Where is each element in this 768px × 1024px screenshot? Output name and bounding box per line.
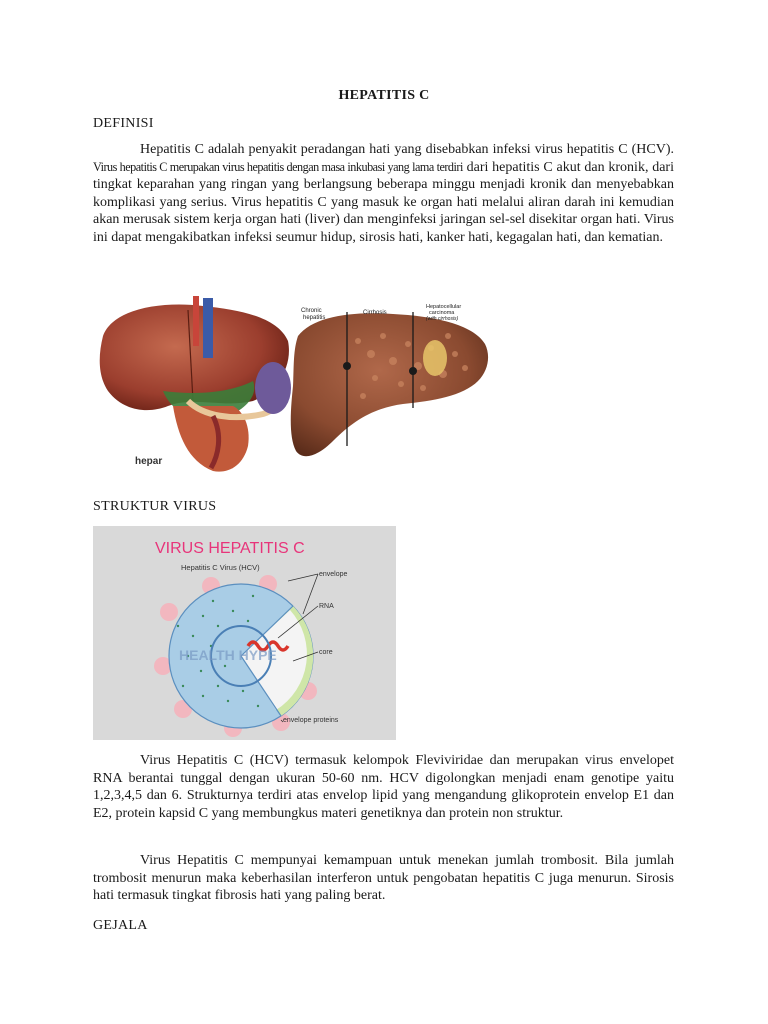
paragraph-struktur-2: Virus Hepatitis C mempunyai kemampuan untuk menekan jumlah trombosit. Bila jumlah trombosit menurun maka keberhasilan interferon untuk pengobatan hepatitis C juga menurun. Sirosis hati termasuk tingkat fibrosis hati yang paling berat. xyxy=(93,853,674,903)
normal-liver-illustration xyxy=(100,296,291,472)
diseased-liver-illustration xyxy=(291,304,488,456)
definisi-text-start: Hepatitis C adalah penyakit peradangan hati yang disebabkan infeksi virus hepatitis C (HCV). xyxy=(140,142,674,157)
heading-gejala: GEJALA xyxy=(93,918,148,933)
liver-figure xyxy=(93,296,493,476)
label-envelope: envelope xyxy=(319,571,348,578)
label-envelope-proteins: envelope proteins xyxy=(283,717,339,724)
paragraph-definisi xyxy=(93,141,674,246)
label-core: core xyxy=(319,649,333,656)
label-chronic-hepatitis-2: hepatitis xyxy=(303,315,326,321)
virus-watermark: HEALTH HYPE xyxy=(179,647,277,663)
label-chronic-hepatitis: Chronic xyxy=(301,308,322,314)
label-hcc-2: carcinoma xyxy=(429,310,455,316)
label-cirrhosis: Cirrhosis xyxy=(363,310,387,316)
heading-struktur-virus: STRUKTUR VIRUS xyxy=(93,499,217,514)
label-hcc: Hepatocellular xyxy=(426,304,462,310)
label-rna: RNA xyxy=(319,603,334,610)
paragraph-struktur-1: Virus Hepatitis C (HCV) termasuk kelompok Fleviviridae dan merupakan virus envelopet RNA berantai tunggal dengan ukuran 50-60 nm. HCV digolongkan menjadi enam genotipe yaitu 1,2,3,4,5 dan 6. Strukturnya terdiri atas envelop lipid yang mengandung glikoprotein envelop E1 dan E2, protein kapsid C yang membungkus materi genetiknya dan protein non struktur. xyxy=(93,753,674,821)
page-title: HEPATITIS C xyxy=(338,88,430,103)
label-hcc-3: (with cirrhosis) xyxy=(426,316,459,322)
heading-definisi: DEFINISI xyxy=(93,116,154,131)
virus-figure-title: VIRUS HEPATITIS C xyxy=(155,540,305,557)
virus-figure-subtitle: Hepatitis C Virus (HCV) xyxy=(181,563,260,572)
virus-figure xyxy=(93,526,396,740)
label-hepar: hepar xyxy=(135,456,163,467)
definisi-text-end: dari hepatitis C akut dan kronik, dari tingkat keparahan yang ringan yang berlangsung beberapa minggu menjadi kronik dan menyebabkan komplikasi yang serius. Virus hepatitis C yang masuk ke organ hati melalui aliran darah ini kemudian akan merusak sistem kerja organ hati (liver) dan menginfeksi jaringan sel-sel disekitar organ hati. Virus ini dapat mengakibatkan infeksi seumur hidup, sirosis hati, kanker hati, kegagalan hati, dan kematian. xyxy=(93,159,674,245)
definisi-text-condensed: Virus hepatitis C merupakan virus hepatitis dengan masa inkubasi yang lama terdiri xyxy=(93,159,463,174)
